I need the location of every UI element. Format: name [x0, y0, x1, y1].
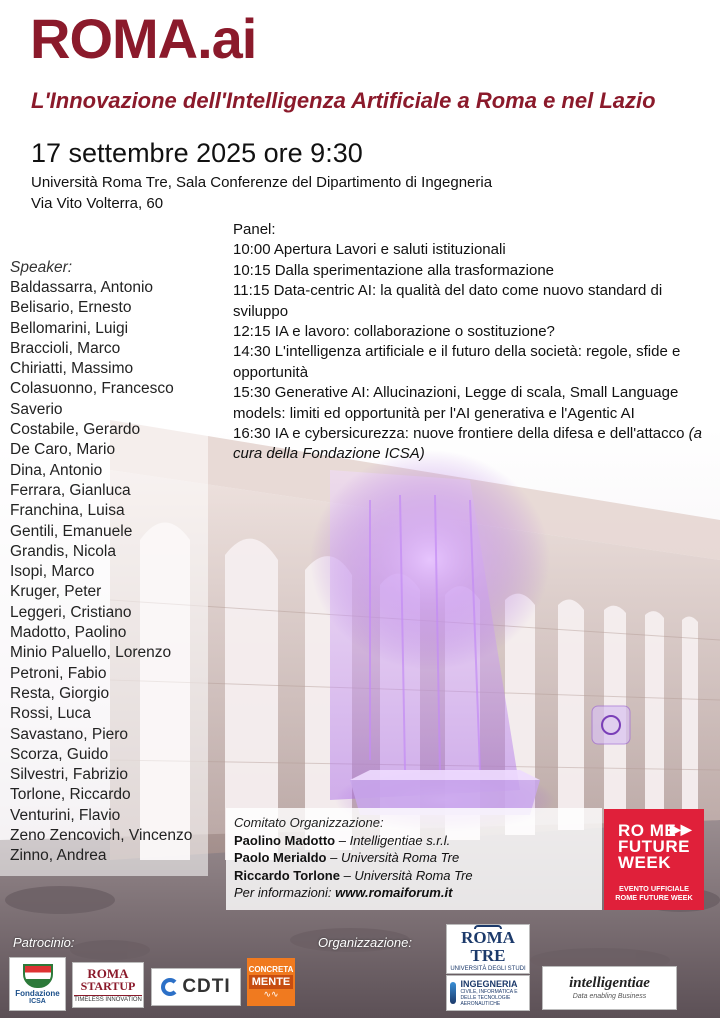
- committee-title: Comitato Organizzazione:: [234, 815, 384, 830]
- committee-separator: –: [335, 832, 350, 848]
- speaker-name: Baldassarra, Antonio: [10, 279, 154, 296]
- info-label: Per informazioni:: [234, 885, 336, 900]
- patrocinio-label: Patrocinio:: [13, 935, 75, 950]
- committee-member-name: Paolo Merialdo: [234, 850, 327, 865]
- startup-logo-tagline: TIMELESS INNOVATION: [74, 996, 142, 1003]
- ingegneria-text: [460, 979, 529, 1007]
- committee-separator: –: [326, 850, 341, 865]
- panel-session: [233, 424, 713, 465]
- speaker-name: Dina, Antonio: [10, 461, 103, 479]
- panel-session-note: (a cura della Fondazione ICSA): [233, 425, 702, 463]
- speaker-name: Chiriatti, Massimo: [10, 360, 134, 378]
- rfw-caption-line: EVENTO UFFICIALE: [618, 884, 689, 893]
- page-title: ROMA.ai: [30, 7, 257, 70]
- speaker-name: Kruger, Peter: [10, 583, 102, 601]
- speaker-name: Belisario, Ernesto: [10, 299, 132, 317]
- speaker-name: Bracciolі, Marco: [10, 339, 121, 357]
- speaker-name: Minio Paluello, Lorenzo: [10, 644, 172, 662]
- speaker-name: Silvestri, Fabrizio: [10, 766, 128, 784]
- venue-address: Via Vito Volterra, 60: [31, 195, 164, 212]
- panel-session-text: 14:30 L'intelligenza artificiale e il futuro della società: regole, sfide e opportunità: [233, 343, 681, 381]
- mente-logo-line: MENTE: [249, 975, 294, 989]
- ingegneria-logo: [446, 975, 530, 1011]
- panel-items: [233, 240, 713, 464]
- speaker-list: [0, 254, 208, 876]
- roma-tre-logo-line: ROMA TRE: [461, 928, 515, 965]
- speaker-list-title: Speaker:: [10, 259, 73, 276]
- intelligentiae-logo: [542, 966, 677, 1010]
- panel-session: [233, 342, 713, 383]
- icsa-logo-line: Fondazione: [15, 988, 60, 998]
- rfw-logo-line: WEEK: [618, 853, 671, 872]
- speaker-name: Saverio: [10, 400, 63, 418]
- speaker-name: Zeno Zencovich, Vincenzo: [10, 827, 193, 845]
- committee-member-org: Università Roma Tre: [340, 850, 460, 865]
- rfw-arrow-icon: ▶▶: [670, 821, 692, 837]
- committee-member: [234, 832, 602, 850]
- panel-session: [233, 322, 713, 342]
- speaker-name: Venturini, Flavio: [10, 806, 121, 824]
- rfw-logo-line: RO ME: [618, 821, 677, 840]
- committee-member: [234, 867, 602, 885]
- panel-session-text: 12:15 IA e lavoro: collaborazione o sostituzione?: [233, 323, 555, 341]
- rfw-caption-line: ROME FUTURE WEEK: [615, 893, 693, 902]
- panel-session-text: 11:15 Data-centric AI: la qualità del dato come nuovo standard di sviluppo: [233, 282, 663, 320]
- panel-session: [233, 240, 713, 260]
- speaker-name: Torlone, Riccardo: [10, 786, 131, 804]
- panel-session: [233, 383, 713, 424]
- speaker-name: Franchina, Luisa: [10, 502, 125, 520]
- cdti-logo: [151, 968, 241, 1006]
- ingegneria-logo-line: CIVILE, INFORMATICA E DELLE TECNOLOGIE AERONAUTICHE: [460, 989, 518, 1007]
- panel-session: [233, 261, 713, 281]
- speaker-name: Ferrara, Gianluca: [10, 481, 131, 499]
- speaker-name: Petroni, Fabio: [10, 664, 107, 682]
- committee-member-name: Riccardo Torlone: [234, 867, 340, 883]
- speaker-name: Zinno, Andrea: [10, 847, 107, 865]
- speaker-name: Savastano, Piero: [10, 725, 129, 743]
- speaker-name: Resta, Giorgio: [10, 684, 110, 702]
- roma-tre-logo-line: UNIVERSITÀ DEGLI STUDI: [450, 966, 526, 972]
- intelligentiae-logo-line: intelligentiae: [569, 975, 650, 991]
- panel-title: Panel:: [233, 221, 276, 238]
- organizzazione-label: Organizzazione:: [318, 935, 412, 950]
- speaker-name: De Caro, Mario: [10, 441, 116, 459]
- cdti-c-icon: [161, 978, 179, 996]
- ingegneria-logo-line: INGEGNERIA: [460, 979, 518, 989]
- event-date: 17 settembre 2025 ore 9:30: [31, 138, 363, 168]
- info-url-link[interactable]: www.romaiforum.it: [335, 885, 453, 900]
- intelligentiae-tagline: Data enabling Business: [572, 993, 647, 1000]
- info-line: [234, 884, 602, 902]
- startup-logo-line: STARTUP: [80, 978, 136, 993]
- committee-separator: –: [339, 867, 355, 883]
- venue: [31, 172, 492, 214]
- committee-member: [234, 849, 602, 867]
- speaker-name: Leggeri, Cristiano: [10, 603, 132, 621]
- mente-logo-line: CONCRETA: [248, 965, 294, 974]
- panel-session-text: 10:00 Apertura Lavori e saluti istituzionali: [233, 241, 506, 259]
- panel-session-text: 15:30 Generative AI: Allucinazioni, Legge di scala, Small Language models: limiti ed opportunità per l'AI generativa e l'Agentic AI: [233, 384, 679, 422]
- rfw-logo-line: FUTURE: [618, 837, 690, 856]
- rome-future-week-badge: [604, 809, 704, 910]
- speaker-name: Madotto, Paolino: [10, 624, 127, 642]
- fondazione-icsa-logo: [9, 957, 66, 1011]
- startup-logo-line: ROMA: [87, 965, 129, 981]
- concreta-mente-logo: [247, 958, 295, 1006]
- panel-session-text: 16:30 IA e cybersicurezza: nuove frontiere della difesa e dell'attacco: [233, 425, 689, 443]
- speaker-name: Colasuonno, Francesco: [10, 380, 174, 398]
- subtitle: L'Innovazione dell'Intelligenza Artificiale a Roma e nel Lazio: [31, 88, 656, 113]
- speaker-name: Grandis, Nicola: [10, 542, 116, 560]
- committee-member-org: Università Roma Tre: [354, 867, 473, 883]
- speaker-name: Scorza, Guido: [10, 745, 109, 763]
- speaker-name: Costabile, Gerardo: [10, 421, 141, 439]
- speaker-items: [10, 278, 208, 867]
- panel-session: [233, 281, 713, 322]
- venue-line: Università Roma Tre, Sala Conferenze del Dipartimento di Ingegneria: [31, 174, 493, 191]
- icsa-logo-line: ICSA: [29, 997, 46, 1005]
- roma-startup-logo: [72, 962, 144, 1008]
- committee-members: [234, 832, 602, 885]
- speaker-name: Rossi, Luca: [10, 705, 91, 723]
- mente-wave-icon: ∿∿: [263, 989, 279, 999]
- committee-member-name: Paolino Madotto: [234, 832, 336, 848]
- cdti-logo-text: CDTI: [182, 976, 231, 997]
- ingegneria-mark-icon: [450, 982, 456, 1004]
- speaker-name: Isopi, Marco: [10, 563, 95, 581]
- speaker-name: Gentili, Emanuele: [10, 522, 133, 540]
- icsa-shield-icon: [23, 964, 53, 988]
- organizing-committee: [226, 808, 602, 910]
- speaker-name: Bellomarini, Luigi: [10, 319, 129, 337]
- panel-session-text: 10:15 Dalla sperimentazione alla trasformazione: [233, 261, 555, 279]
- panel-program: [233, 220, 713, 465]
- committee-member-org: Intelligentiae s.r.l.: [349, 832, 451, 848]
- roma-tre-logo: [446, 924, 530, 974]
- rfw-caption: [608, 884, 700, 902]
